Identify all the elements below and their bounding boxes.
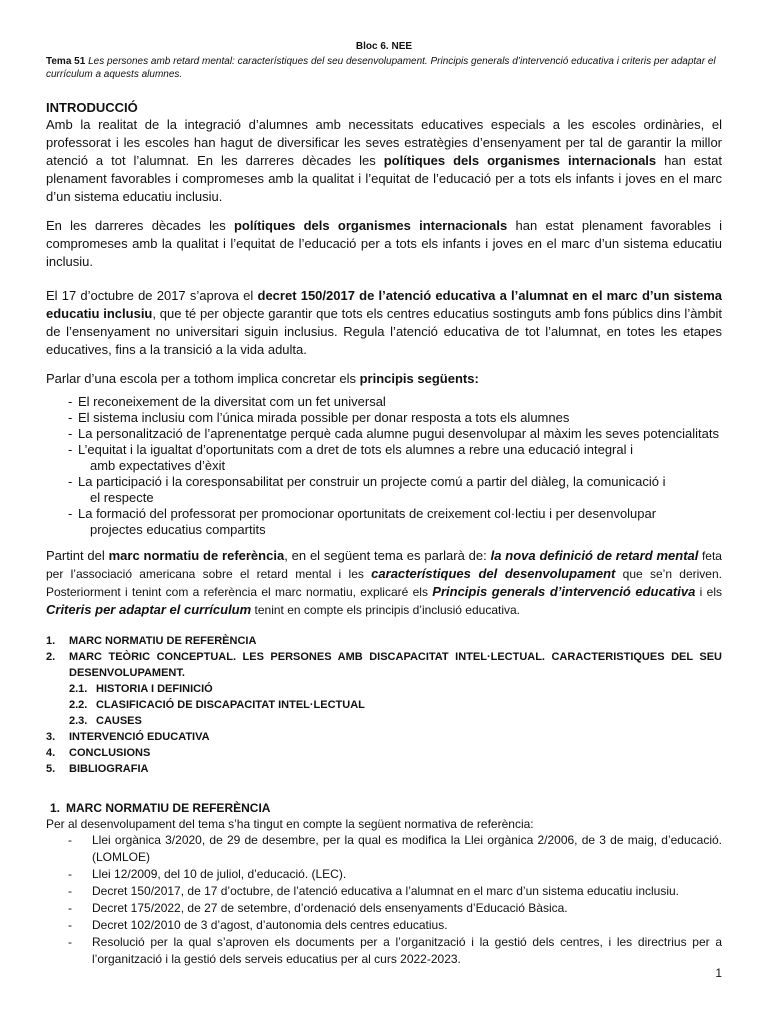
regulation-item: - Llei orgànica 3/2020, de 29 de desembre, per la qual es modifica la Llei orgànica 2/2006, de 3 de maig, d’educació. (LOMLOE) (46, 832, 722, 866)
principle-item: - L’equitat i la igualtat d’oportunitats com a dret de tots els alumnes a rebre una educació integral i amb expectatives d’èxit (68, 442, 722, 474)
principle-item: - La participació i la coresponsabilitat per construir un projecte comú a partir del diàleg, la comunicació i el respecte (68, 474, 722, 506)
toc-subitem: 2.3. CAUSES (69, 715, 142, 727)
intro-paragraph-5: Partint del marc normatiu de referència, en el següent tema es parlarà de: la nova definició de retard mental feta per l’associació americana sobre el retard mental i les característiques del desenvolupament que se’n deriven. Posteriorment i tenint com a referència el marc normatiu, explicaré els Principis generals d’intervenció educativa i els Criteris per adaptar el currículum tenint en compte els principis d’inclusió educativa. (46, 548, 722, 617)
section-1-intro: Per al desenvolupament del tema s’ha tingut en compte la següent normativa de referència: (46, 817, 534, 831)
principle-item: - El sistema inclusiu com l’única mirada possible per donar resposta a tots els alumnes (68, 410, 722, 426)
regulation-item: - Resolució per la qual s’aproven els documents per a l’organització i la gestió dels centres, i les directrius per a l’organització i la gestió dels serveis educatius per al curs 2022-2023. (46, 934, 722, 968)
toc-item: 1. MARC NORMATIU DE REFERÈNCIA (46, 635, 257, 647)
toc-item: 4. CONCLUSIONS (46, 747, 151, 759)
intro-paragraph-2: En les darreres dècades les polítiques dels organismes internacionals han estat plenament favorables i compromeses amb la qualitat i l’equitat de l’educació per a tots els infants i joves en el marc d’un sistema educatiu inclusiu. (46, 218, 722, 269)
toc-subitem: 2.1. HISTORIA I DEFINICIÓ (69, 683, 213, 695)
document-page (46, 40, 722, 968)
toc-item: 5. BIBLIOGRAFIA (46, 763, 149, 775)
topic-text: Les persones amb retard mental: característiques del seu desenvolupament. Principis generals d’intervenció educativa i criteris per adaptar el currículum a aquests alumnes. (46, 56, 716, 80)
topic-title (46, 55, 722, 81)
intro-paragraph-3: El 17 d’octubre de 2017 s’aprova el decret 150/2017 de l’atenció educativa a l’alumnat en el marc d’un sistema educatiu inclusiu, que té per objecte garantir que tots els centres educatius sostinguts amb fons públics dins l’àmbit de l’ensenyament no universitari siguin inclusius. Regula l’atenció educativa de tot l’alumnat, en totes les etapes educatives, fins a la transició a la vida adulta. (46, 288, 722, 357)
regulations-list (46, 832, 722, 968)
table-of-contents (46, 633, 722, 777)
toc-subitem: 2.2. CLASIFICACIÓ DE DISCAPACITAT INTEL·LECTUAL (69, 699, 365, 711)
intro-paragraph-1: Amb la realitat de la integració d’alumnes amb necessitats educatives especials a les escoles ordinàries, el professorat i les escoles han hagut de diversificar les seves estratègies d’ensenyament per tal de garantir la millor atenció a tot l’alumnat. En les darreres dècades les polítiques dels organismes internacionals han estat plenament favorables i compromeses amb la qualitat i l’equitat de l’educació per a tots els infants i joves en el marc d’un sistema educatiu inclusiu. (46, 117, 722, 204)
principle-item: - El reconeixement de la diversitat com un fet universal (68, 394, 722, 410)
topic-label: Tema 51 (46, 56, 86, 67)
principle-item: - La formació del professorat per promocionar oportunitats de creixement col·lectiu i per desenvolupar projectes educatius compartits (68, 506, 722, 538)
regulation-item: - Decret 175/2022, de 27 de setembre, d’ordenació dels ensenyaments d’Educació Bàsica. (46, 900, 722, 917)
intro-paragraph-4: Parlar d’una escola per a tothom implica concretar els principis següents: (46, 371, 479, 386)
regulation-item: - Llei 12/2009, del 10 de juliol, d’educació. (LEC). (46, 866, 722, 883)
block-title: Bloc 6. NEE (355, 41, 413, 52)
page-number: 1 (715, 966, 722, 980)
regulation-item: - Decret 102/2010 de 3 d’agost, d’autonomia dels centres educatius. (46, 917, 722, 934)
regulation-item: - Decret 150/2017, de 17 d’octubre, de l’atenció educativa a l’alumnat en el marc d’un sistema educatiu inclusiu. (46, 883, 722, 900)
principles-list (68, 394, 722, 538)
section-1-heading: 1. MARC NORMATIU DE REFERÈNCIA (50, 801, 271, 815)
intro-heading: INTRODUCCIÓ (46, 100, 138, 115)
principle-item: - La personalització de l’aprenentatge perquè cada alumne pugui desenvolupar al màxim les seves potencialitats (68, 426, 722, 442)
toc-item: 3. INTERVENCIÓ EDUCATIVA (46, 731, 210, 743)
toc-item: 2. MARC TEÒRIC CONCEPTUAL. LES PERSONES AMB DISCAPACITAT INTEL·LECTUAL. CARACTERISTIQUES DEL SEU DESENVOLUPAMENT. (46, 651, 722, 679)
